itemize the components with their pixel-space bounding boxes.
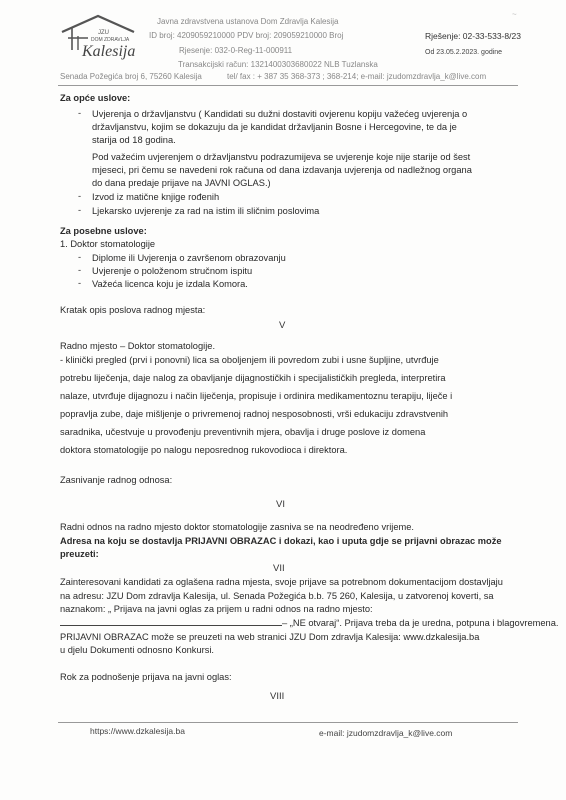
license-item: Važeća licenca koju je izdala Komora. xyxy=(92,279,248,289)
deadline-heading: Rok za podnošenje prijava na javni oglas: xyxy=(60,672,232,682)
submission-line-3: naznakom: „ Prijava na javni oglas za prijem u radni odnos na radno mjesto: xyxy=(60,604,373,614)
decision-number: Rješenje: 02-33-533-8/23 xyxy=(425,31,521,41)
svg-text:DOM ZDRAVLJA: DOM ZDRAVLJA xyxy=(91,37,130,43)
header-institution: Javna zdravstvena ustanova Dom Zdravlja Kalesija xyxy=(157,17,339,26)
institution-logo xyxy=(58,14,138,64)
download-form-line: PRIJAVNI OBRAZAC može se preuzeti na web stranici JZU Dom zdravlja Kalesija: www.dzkalesija.ba xyxy=(60,632,480,642)
bullet-dash: - xyxy=(78,278,82,288)
job-description-line: potrebu liječenja, daje nalog za obavljanje dijagnostičkih i specijalističkih pregleda, interpretira xyxy=(60,373,446,383)
special-conditions-title: Za posebne uslove: xyxy=(60,226,147,236)
bullet-dash: - xyxy=(78,205,82,215)
section-viii-numeral: VIII xyxy=(270,691,285,702)
application-address-line-2: preuzeti: xyxy=(60,549,99,559)
section-vi-numeral: VI xyxy=(276,499,285,510)
submission-line-4 xyxy=(60,617,558,630)
do-not-open-note: – „NE otvaraj“. Prijava treba da je uredna, potpuna i blagovremena. xyxy=(282,618,559,628)
employment-term-line: Radni odnos na radno mjesto doktor stomatologije zasniva se na neodređeno vrijeme. xyxy=(60,522,415,532)
bullet-dash: - xyxy=(78,108,82,118)
job-description-line: nalaze, utvrđuje dijagnozu i način liječenja, propisuje i ordinira medikamentoznu terapiju, liječe i xyxy=(60,391,453,401)
citizenship-line-4: Pod važećim uvjerenjem o državljanstvu podrazumijeva se uvjerenje koje nije starije od šest xyxy=(92,152,471,162)
submission-line-1: Zainteresovani kandidati za oglašena radna mjesta, svoje prijave sa potrebnom dokumentacijom dostavljaju xyxy=(60,577,503,587)
job-description-line: - klinički pregled (prvi i ponovni) lica sa oboljenjem ili povredom zubi i usne šupljine, utvrđuje xyxy=(60,355,439,365)
footer-email: e-mail: jzudomzdravlja_k@live.com xyxy=(319,728,453,738)
citizenship-line-3: starija od 18 godina. xyxy=(92,135,176,145)
citizenship-line-6: do dana predaje prijave na JAVNI OGLAS.) xyxy=(92,178,271,188)
footer-divider xyxy=(58,722,518,723)
job-description-line: doktora stomatologije po nalogu neposrednog rukovodioca i direktora. xyxy=(60,445,348,455)
submission-line-2: na adresu: JZU Dom zdravlja Kalesija, ul. Senada Požegića b.b. 75 260, Kalesija, u zatvorenoj koverti, sa xyxy=(60,591,494,601)
header-id-line: ID broj: 4209059210000 PDV broj: 209059210000 Broj xyxy=(149,31,344,40)
footer-website: https://www.dzkalesija.ba xyxy=(90,726,185,736)
position-blank-line xyxy=(60,617,282,626)
header-bank-account: Transakcijski račun: 1321400303680022 NLB Tuzlanska xyxy=(178,60,378,69)
header-address: Senada Požegića broj 6, 75260 Kalesija xyxy=(60,72,202,81)
job-description-line: Radno mjesto – Doktor stomatologije. xyxy=(60,341,216,351)
header-registration: Rjesenje: 032-0-Reg-11-000911 xyxy=(179,46,293,55)
bullet-dash: - xyxy=(78,252,82,262)
decision-date: Od 23.05.2.2023. godine xyxy=(425,49,503,56)
header-divider xyxy=(58,85,518,86)
citizenship-line-5: mjeseci, pri čemu se navedeni rok računa od dana izdavanja uvjerenja od nadležnog organa xyxy=(92,165,472,175)
citizenship-line-1: Uvjerenja o državljanstvu ( Kandidati su dužni dostaviti ovjerenu kopiju važećeg uvjerenja o xyxy=(92,109,468,119)
bullet-dash: - xyxy=(78,191,82,201)
section-vii-numeral: VII xyxy=(273,563,285,574)
medical-certificate-item: Ljekarsko uvjerenje za rad na istim ili sličnim poslovima xyxy=(92,206,320,216)
documents-section-line: u djelu Dokumenti odnosno Konkursi. xyxy=(60,645,215,655)
svg-text:Kalesija: Kalesija xyxy=(82,43,136,60)
application-address-line-1: Adresa na koju se dostavlja PRIJAVNI OBRAZAC i dokazi, kao i uputa gdje se prijavni obrazac može xyxy=(60,536,502,546)
job-description-line: saradnika, učestvuje u provođenju preventivnih mjera, obavlja i druge poslove iz domena xyxy=(60,427,426,437)
house-logo-icon xyxy=(58,14,138,64)
bullet-dash: - xyxy=(78,265,82,275)
job-description-line: popravlja zube, daje mišljenje o privremenoj radnoj nesposobnosti, vrši edukaciju zdravstvenih xyxy=(60,409,449,419)
birth-certificate-item: Izvod iz matične knjige rođenih xyxy=(92,192,220,202)
exam-item: Uvjerenje o položenom stručnom ispitu xyxy=(92,266,253,276)
employment-heading: Zasnivanje radnog odnosa: xyxy=(60,475,173,485)
job-description-heading: Kratak opis poslova radnog mjesta: xyxy=(60,305,206,315)
section-v-numeral: V xyxy=(279,320,286,331)
citizenship-line-2: državljanstvu, kojim se dokazuju da je kandidat državljanin Bosne i Hercegovine, te da je xyxy=(92,122,457,132)
diploma-item: Diplome ili Uvjerenja o završenom obrazovanju xyxy=(92,253,286,263)
general-conditions-title: Za opće uslove: xyxy=(60,93,131,103)
corner-mark: ~ xyxy=(512,10,517,19)
special-conditions-item: 1. Doktor stomatologije xyxy=(60,239,156,249)
svg-text:JZU: JZU xyxy=(98,30,109,36)
header-contact: tel/ fax : + 387 35 368-373 ; 368-214; e-mail: jzudomzdravlja_k@live.com xyxy=(227,72,487,81)
